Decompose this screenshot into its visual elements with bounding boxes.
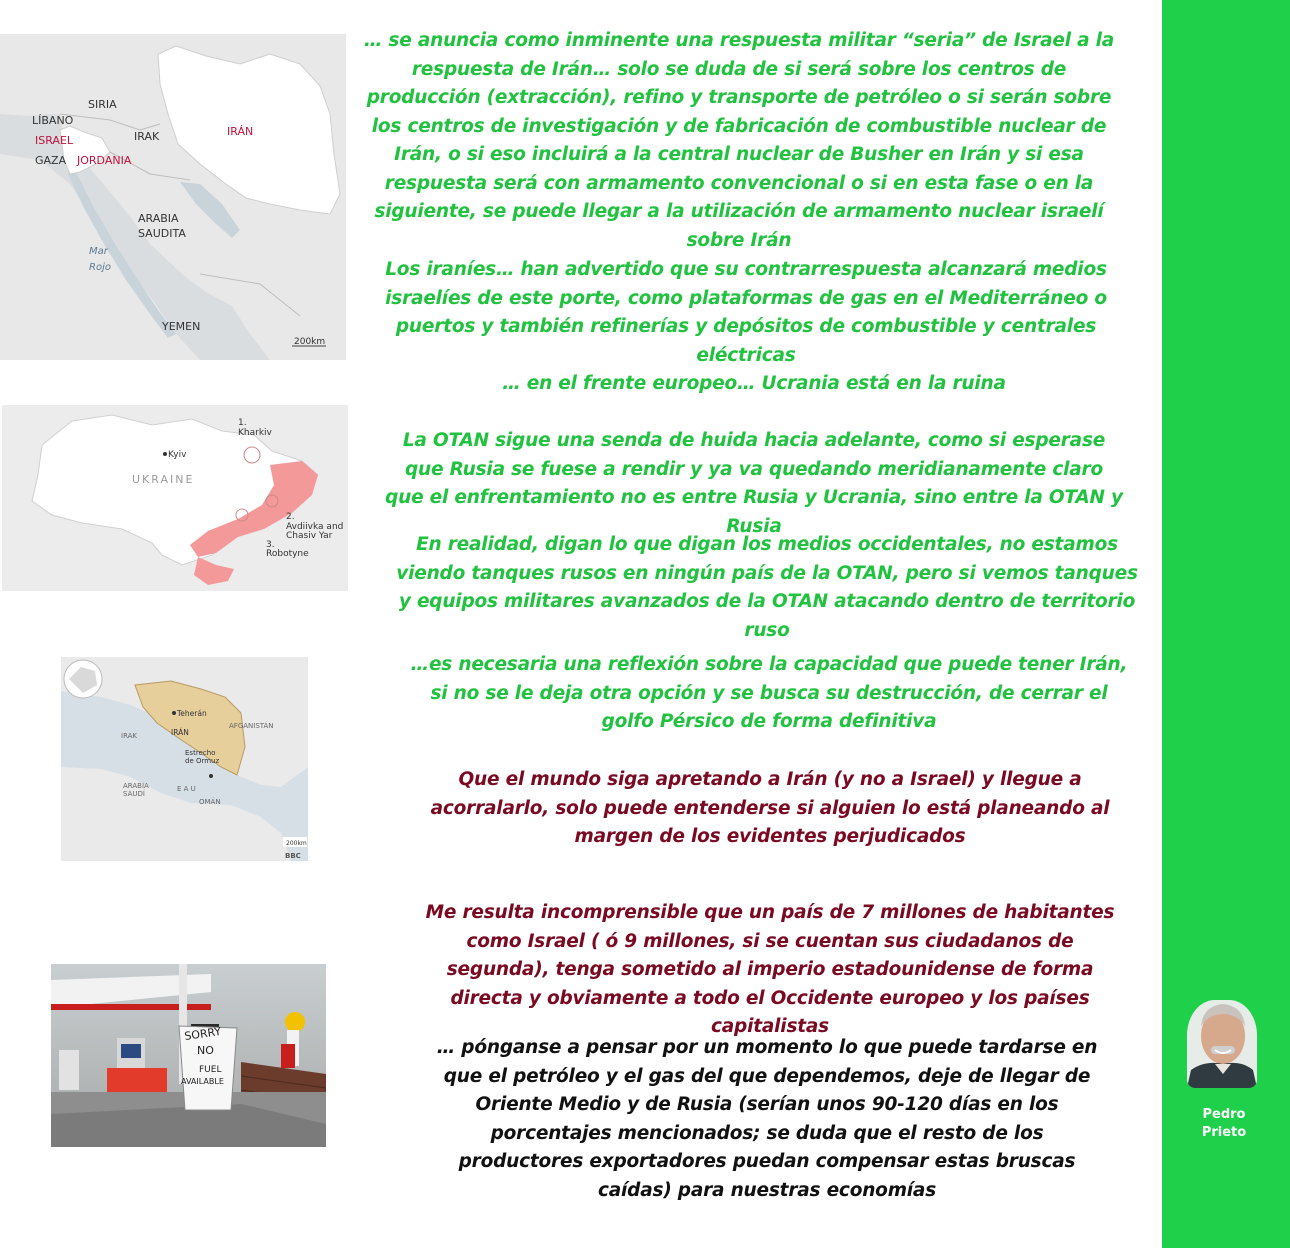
- paragraph-oil-supply: … pónganse a pensar por un momento lo que puede tardarse en que el petróleo y el gas del que dependemos, deje de llegar de Oriente Medio y de Rusia (serían unos 90-120 días en los porcentajes mencionados; se duda que el resto de los productores exportadores puedan compensar estas bruscas caídas) para nuestras economías: [436, 1037, 1098, 1201]
- label-gaza: GAZA: [35, 154, 67, 167]
- paragraph-israel-response: … se anuncia como inminente una respuesta militar “seria” de Israel a la respuesta de Irán… solo se duda de si será sobre los centros de producción (extracción), refino y transporte de petróleo o si serán sobre los centros de investigación y de fabricación de combustible nuclear de Irán, o si eso incluirá a la central nuclear de Busher en Irán y si esa respuesta será con armamento convencional o si en esta fase o en la siguiente, se puede llegar a la utilización de armamento nuclear israelí sobre Irán: [363, 30, 1115, 251]
- paragraph-israel-population: Me resulta incomprensible que un país de 7 millones de habitantes como Israel ( ó 9 millones, si se cuentan sus ciudadanos de segunda), tenga sometido al imperio estadounidense de forma directa y obviamente a todo el Occidente europeo y los países capitalistas: [425, 902, 1115, 1037]
- middle-east-map-svg: [0, 34, 346, 360]
- label-arabia: ARABIA: [138, 212, 179, 225]
- bbc-logo: BBC: [285, 852, 301, 860]
- label-chasiv: Chasiv Yar: [286, 531, 333, 541]
- ukraine-map-svg: [2, 405, 348, 591]
- label-avdiivka: Avdiivka and: [286, 522, 344, 532]
- label-rojo: Rojo: [89, 262, 111, 273]
- paragraph-hormuz: …es necesaria una reflexión sobre la capacidad que puede tener Irán, si no se le deja otra opción y se busca su destrucción, de cerrar el golfo Pérsico de forma definitiva: [410, 654, 1128, 732]
- ukraine-map: [2, 405, 348, 591]
- label-israel: ISRAEL: [35, 134, 74, 147]
- author-last-name: Prieto: [1201, 1125, 1247, 1140]
- author-sidebar: [1162, 0, 1290, 1248]
- hormuz-map-svg: [61, 657, 308, 861]
- scale-label: 200km: [294, 337, 326, 347]
- sign-line2: NO: [197, 1044, 214, 1057]
- author-first-name: Pedro: [1202, 1107, 1246, 1122]
- hormuz-map: [61, 657, 308, 861]
- label-irak: IRAK: [134, 130, 160, 143]
- paragraph-world-pressure: Que el mundo siga apretando a Irán (y no a Israel) y llegue a acorralarlo, solo puede entenderse si alguien lo está planeando al margen de los evidentes perjudicados: [430, 769, 1110, 847]
- author-name: [1162, 1106, 1286, 1142]
- label-oman: OMÁN: [199, 798, 221, 806]
- avatar: [1187, 1000, 1257, 1088]
- middle-east-map: [0, 34, 346, 360]
- paragraph-european-front: … en el frente europeo… Ucrania está en la ruina: [502, 373, 1006, 394]
- paragraph-iran-counter-response: Los iraníes… han advertido que su contrarrespuesta alcanzará medios israelíes de este porte, como plataformas de gas en el Mediterráneo o puertos y también refinerías y depósitos de combustible y centrales eléctricas: [385, 259, 1107, 366]
- author-portrait-svg: [1187, 1000, 1257, 1088]
- sign-line4: AVAILABLE: [181, 1077, 224, 1086]
- label-ukraine: UKRAINE: [132, 473, 195, 486]
- label-libano: LÍBANO: [32, 114, 74, 127]
- label-robotyne-num: 3.: [266, 540, 275, 550]
- paragraph-nato-escalation: La OTAN sigue una senda de huida hacia adelante, como si esperase que Rusia se fuese a rendir y ya va quedando meridianamente claro que el enfrentamiento no es entre Rusia y Ucrania, sino entre la OTAN y Rusia: [385, 430, 1123, 537]
- label-afganistan: AFGANISTÁN: [229, 722, 274, 730]
- label-iran: IRÁN: [227, 125, 254, 138]
- label-kharkiv: Kharkiv: [238, 428, 272, 438]
- label-kyiv: Kyiv: [168, 450, 187, 460]
- label-estrecho: Estrecho: [185, 749, 216, 757]
- label-kharkiv-num: 1.: [238, 418, 247, 428]
- label-scale: 200km: [286, 840, 307, 847]
- sign-line1: SORRY: [183, 1024, 223, 1043]
- sign-line3: FUEL: [199, 1065, 222, 1075]
- label-arabia: ARABIA: [123, 782, 149, 790]
- label-robotyne: Robotyne: [266, 549, 309, 559]
- label-avdiivka-num: 2.: [286, 512, 295, 522]
- fuel-station-photo: [51, 964, 326, 1147]
- label-yemen: YEMEN: [162, 320, 201, 333]
- label-mar: Mar: [89, 246, 108, 257]
- paragraph-western-media: En realidad, digan lo que digan los medios occidentales, no estamos viendo tanques rusos en ningún país de la OTAN, pero si vemos tanques y equipos militares avanzados de la OTAN atacando dentro de territorio ruso: [396, 534, 1138, 641]
- label-eau: E A U: [177, 785, 196, 793]
- label-jordania: JORDANIA: [77, 154, 132, 167]
- label-ormuz: de Ormuz: [185, 757, 220, 765]
- label-saudita: SAUDITA: [138, 227, 186, 240]
- label-saudi: SAUDÍ: [123, 790, 145, 798]
- label-teheran: Teherán: [177, 709, 207, 718]
- label-iran: IRÁN: [171, 728, 189, 737]
- label-siria: SIRIA: [88, 98, 117, 111]
- fuel-station-photo-svg: [51, 964, 326, 1147]
- label-irak: IRAK: [121, 732, 138, 740]
